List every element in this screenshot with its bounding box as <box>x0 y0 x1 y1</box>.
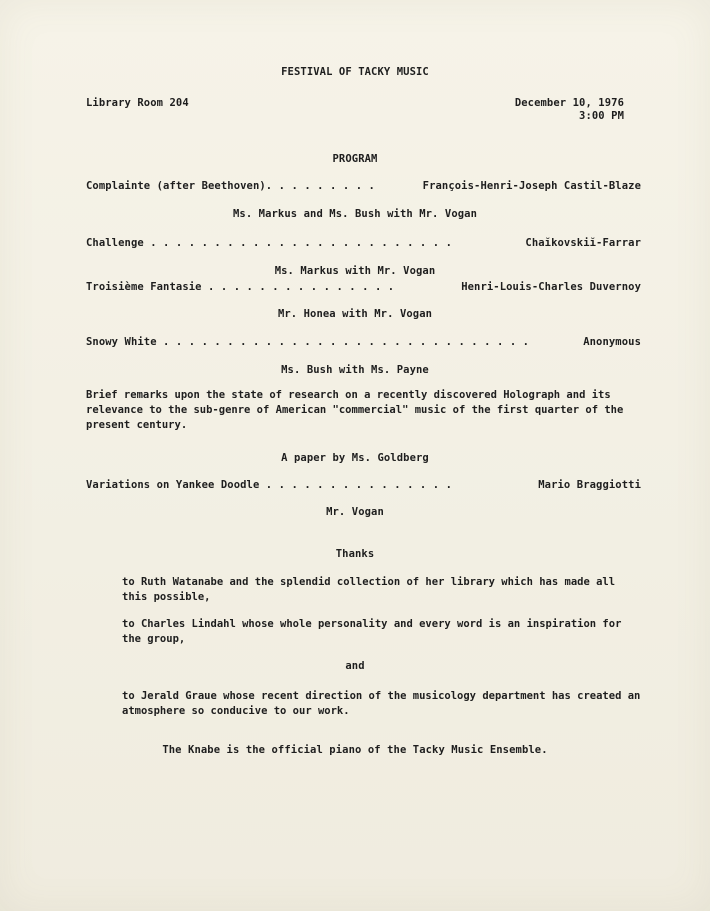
work-title: Complainte (after Beethoven). . . . . . . . . <box>86 180 375 192</box>
performers: Ms. Markus with Mr. Vogan <box>274 265 436 277</box>
thanks-paragraph <box>86 575 641 605</box>
thanks-paragraph <box>86 689 641 719</box>
composer: Chaĭkovskiĭ-Farrar <box>525 237 641 249</box>
composer: Henri-Louis-Charles Duvernoy <box>461 281 641 293</box>
event-date: December 10, 1976 <box>514 97 624 109</box>
program-item <box>86 237 641 250</box>
thanks-and: and <box>345 660 365 672</box>
work-title: Variations on Yankee Doodle . . . . . . . . . . . . . . . <box>86 479 453 491</box>
event-time: 3:00 PM <box>579 110 624 122</box>
thanks-paragraph <box>86 617 641 647</box>
work-title: Snowy White . . . . . . . . . . . . . . . . . . . . . . . . . . . . . <box>86 336 530 348</box>
thanks-heading: Thanks <box>335 548 375 560</box>
composer: Mario Braggiotti <box>538 479 641 491</box>
page-title: FESTIVAL OF TACKY MUSIC <box>281 66 429 78</box>
work-title: Troisième Fantasie . . . . . . . . . . . . . . . <box>86 281 395 293</box>
performers: Mr. Honea with Mr. Vogan <box>277 308 433 320</box>
program-heading: PROGRAM <box>332 153 378 165</box>
program-item <box>86 281 641 294</box>
thanks-text: to Jerald Graue whose recent direction of the musicology department has created an atmosphere so conducive to our work. <box>122 690 641 717</box>
program-item <box>86 180 641 193</box>
event-location: Library Room 204 <box>86 97 189 109</box>
work-title: Challenge . . . . . . . . . . . . . . . . . . . . . . . . <box>86 237 453 249</box>
program-item <box>86 479 641 492</box>
composer: Anonymous <box>583 336 641 348</box>
thanks-text: to Charles Lindahl whose whole personality and every word is an inspiration for the group, <box>122 618 622 645</box>
thanks-text: to Ruth Watanabe and the splendid collection of her library which has made all this possible, <box>122 576 616 603</box>
paper-description: Brief remarks upon the state of research on a recently discovered Holograph and its relevance to the sub-genre of American "commercial" music of the first quarter of the present century. <box>86 389 624 431</box>
closing-note: The Knabe is the official piano of the Tacky Music Ensemble. <box>162 744 548 756</box>
performers: Mr. Vogan <box>326 506 384 518</box>
program-item <box>86 336 641 349</box>
performers: Ms. Markus and Ms. Bush with Mr. Vogan <box>232 208 478 220</box>
composer: François-Henri-Joseph Castil-Blaze <box>422 180 641 192</box>
performers: Ms. Bush with Ms. Payne <box>281 364 429 376</box>
paper-author: A paper by Ms. Goldberg <box>281 452 429 464</box>
